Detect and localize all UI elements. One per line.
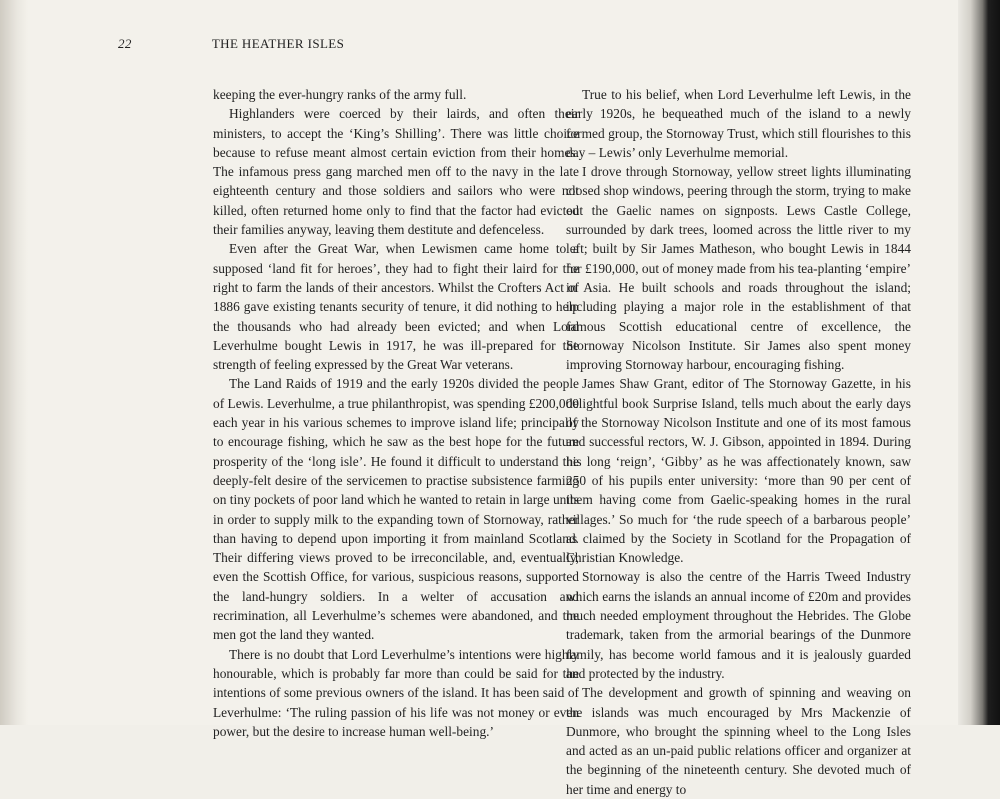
book-title: THE HEATHER ISLES [211,36,345,51]
paragraph: I drove through Stornoway, yellow street lights illuminating closed shop windows, peering through the storm, trying to make out the Gaelic names on signposts. Lews Castle College, surrounded by dark trees, loomed across the little river to my left; built by Sir James Matheson, who bought Lewis in 1844 for £190,000, out of money made from his tea-planting ‘empire’ in Asia. He built schools and roads throughout the island; including playing a major role in the establishment of that famous Scottish educational centre of excellence, the Stornoway Nicolson Institute. Sir James also spent money improving Stornoway harbour, encouraging fishing. [566,164,911,373]
left-text-column [213,85,579,741]
running-head [118,36,344,52]
paragraph: Stornoway is also the centre of the Harris Tweed Industry which earns the islands an annual income of £20m and provides much needed employment throughout the Hebrides. The Globe trademark, taken from the armorial bearings of the Dunmore family, has become world famous and it is jealously guarded and protected by the industry. [566,569,911,681]
paragraph: James Shaw Grant, editor of The Stornoway Gazette, in his delightful book Surprise Island, tells much about the early days of the Stornoway Nicolson Institute and one of its most famous and successful rectors, W. J. Gibson, appointed in 1894. During his long ‘reign’, ‘Gibby’ as he was affectionately known, saw 250 of his pupils enter university: ‘more than 90 per cent of them having come from Gaelic-speaking homes in the rural villages.’ So much for ‘the rude speech of a barbarous people’ as claimed by the Society in Scotland for the Propagation of Christian Knowledge. [566,376,911,566]
paragraph: Even after the Great War, when Lewismen came home to a supposed ‘land fit for heroes’, they had to fight their laird for the right to farm the lands of their ancestors. Whilst the Crofters Act of 1886 gave existing tenants security of tenure, it did nothing to help the thousands who had already been evicted; and when Lord Leverhulme bought Lewis in 1917, he was ill-prepared for the strength of feeling expressed by the Great War veterans. [213,241,579,373]
paragraph: Highlanders were coerced by their lairds, and often their ministers, to accept the ‘King’s Shilling’. There was little choice because to refuse meant almost certain eviction from their homes. The infamous press gang marched men off to the navy in the late eighteenth century and those soldiers and sailors who were not killed, often returned home only to find that the factor had evicted their families anyway, leaving them destitute and defenceless. [213,106,579,238]
gutter-shadow [0,0,28,725]
paragraph: The development and growth of spinning and weaving on the islands was much encouraged by Mrs Mackenzie of Dunmore, who brought the spinning wheel to the Long Isles and acted as an un-paid public relations officer and organizer at the beginning of the nineteenth century. She devoted much of her time and energy to [566,685,911,797]
page-edge-shadow [958,0,1000,725]
paragraph: keeping the ever-hungry ranks of the army full. [213,87,467,102]
paragraph: True to his belief, when Lord Leverhulme left Lewis, in the early 1920s, he bequeathed much of the island to a newly formed group, the Stornoway Trust, which still flourishes to this day – Lewis’ only Leverhulme memorial. [566,87,911,160]
right-text-column [566,85,911,799]
paragraph: The Land Raids of 1919 and the early 1920s divided the people of Lewis. Leverhulme, a true philanthropist, was spending £200,000 each year in his various schemes to improve island life; principally to encourage fishing, which he saw as the best hope for the future prosperity of the ‘long isle’. He found it difficult to understand the deeply-felt desire of the servicemen to practise subsistence farming on tiny pockets of poor land which he wanted to retain in large units in order to supply milk to the expanding town of Stornoway, rather than having to depend upon importing it from mainland Scotland. Their differing views proved to be irreconcilable, and, eventually, even the Scottish Office, for various, suspicious reasons, supported the land-hungry soldiers. In a welter of accusation and recrimination, all Leverhulme’s schemes were abandoned, and the men got the land they wanted. [213,376,579,643]
page-number: 22 [118,36,132,51]
paragraph: There is no doubt that Lord Leverhulme’s intentions were highly honourable, which is probably far more than could be said for the intentions of some previous owners of the island. It has been said of Leverhulme: ‘The ruling passion of his life was not money or even power, but the desire to increase human well-being.’ [213,646,579,739]
